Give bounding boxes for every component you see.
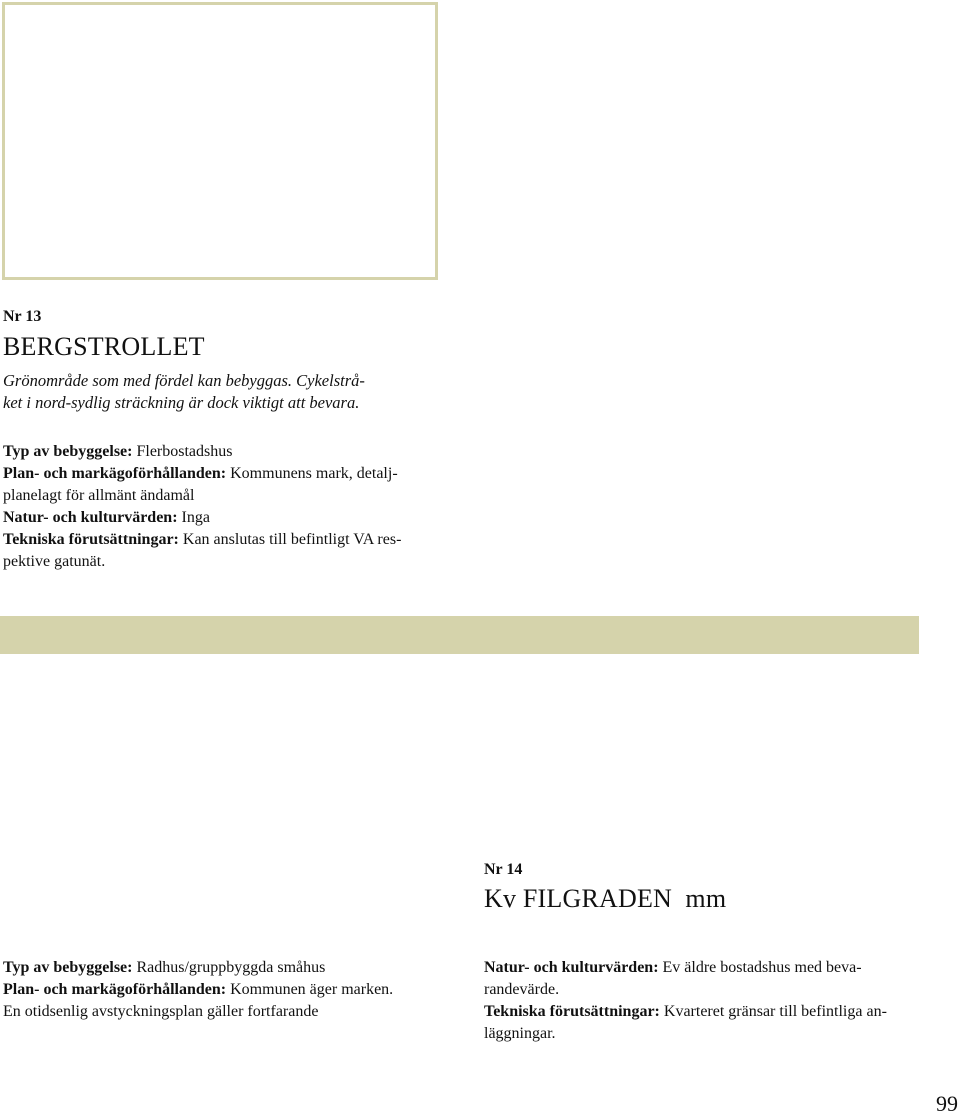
entry-13-natur-value: Inga <box>181 509 210 526</box>
entry-14-typ <box>3 957 448 979</box>
photo-placeholder-frame <box>2 2 438 280</box>
entry-13-typ-label: Typ av bebyggelse: <box>3 443 133 460</box>
entry-13-plan-label: Plan- och markägoförhållanden: <box>3 465 227 482</box>
entry-14-facts-right <box>484 957 924 1045</box>
entry-14-tek-value-1: Kvarteret gränsar till befintliga an- <box>663 1003 887 1020</box>
entry-13-plan <box>3 463 443 485</box>
entry-13-plan-cont: planelagt för allmänt ändamål <box>3 487 195 504</box>
entry-13-title: BERGSTROLLET <box>3 332 205 361</box>
entry-13-tek-value-1: Kan anslutas till befintligt VA res- <box>182 531 402 548</box>
entry-14-natur-value-1: Ev äldre bostadshus med beva- <box>662 959 862 976</box>
entry-14-typ-label: Typ av bebyggelse: <box>3 959 133 976</box>
entry-14-plan-note: En otidsenlig avstyckningsplan gäller fortfarande <box>3 1003 319 1020</box>
entry-13-tek-label: Tekniska förutsättningar: <box>3 531 179 548</box>
entry-14-tek-cont: läggningar. <box>484 1025 556 1042</box>
entry-14-natur <box>484 957 924 979</box>
entry-13-typ-value: Flerbostadshus <box>136 443 233 460</box>
entry-13-natur-label: Natur- och kulturvärden: <box>3 509 178 526</box>
entry-14-tek <box>484 1001 924 1023</box>
entry-13-plan-value-1: Kommunens mark, detalj- <box>230 465 398 482</box>
entry-14-title: Kv FILGRADEN mm <box>484 884 727 913</box>
entry-13-lead-line-2: ket i nord-sydlig sträckning är dock viktigt att bevara. <box>3 393 360 412</box>
entry-14-number: Nr 14 <box>484 861 523 878</box>
entry-13-tek-cont: pektive gatunät. <box>3 553 106 570</box>
entry-13-tek <box>3 529 443 551</box>
entry-13-lead <box>3 370 443 414</box>
entry-14-tek-label: Tekniska förutsättningar: <box>484 1003 660 1020</box>
entry-13-facts <box>3 441 443 573</box>
entry-14-natur-label: Natur- och kulturvärden: <box>484 959 659 976</box>
entry-13-lead-line-1: Grönområde som med fördel kan bebyggas. Cykelstrå- <box>3 371 365 390</box>
entry-13-natur <box>3 507 443 529</box>
entry-14-typ-value: Radhus/gruppbyggda småhus <box>136 959 326 976</box>
entry-14-plan-value: Kommunen äger marken. <box>230 981 394 998</box>
entry-14-facts-left <box>3 957 448 1023</box>
entry-14-plan <box>3 979 448 1001</box>
page-number: 99 <box>936 1091 958 1116</box>
entry-14-plan-label: Plan- och markägoförhållanden: <box>3 981 227 998</box>
entry-13-typ <box>3 441 443 463</box>
entry-13-number: Nr 13 <box>3 308 42 325</box>
entry-14-natur-cont: randevärde. <box>484 981 560 998</box>
section-divider-band <box>0 616 919 654</box>
